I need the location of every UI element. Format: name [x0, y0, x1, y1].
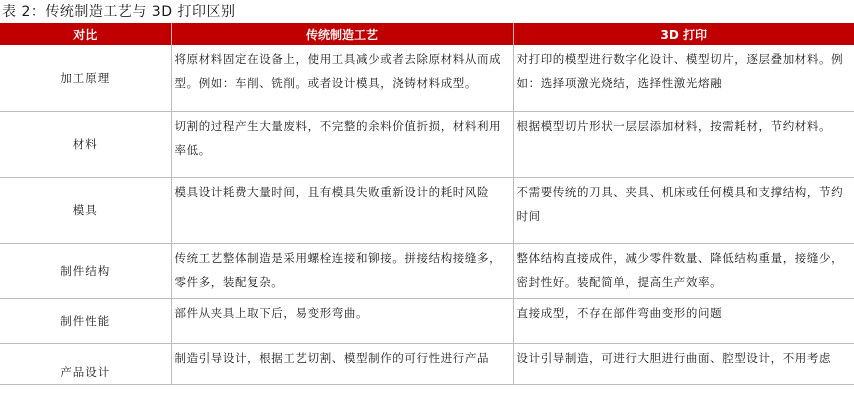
table-header-row [0, 23, 854, 45]
header-comparison: 对比 [0, 23, 171, 45]
row-label: 制件结构 [0, 243, 171, 298]
printing-cell: 根据模型切片形状一层层添加材料，按需耗材，节约材料。 [513, 111, 854, 177]
printing-cell: 设计引导制造，可进行大胆进行曲面、腔型设计，不用考虑 [513, 343, 854, 384]
traditional-cell: 传统工艺整体制造是采用螺栓连接和铆接。拼接结构接缝多，零件多，装配复杂。 [171, 243, 513, 298]
table-caption: 表 2：传统制造工艺与 3D 打印区别 [2, 4, 236, 20]
table-row [0, 243, 854, 298]
table-row [0, 298, 854, 343]
printing-cell: 整体结构直接成件，减少零件数量、降低结构重量，接缝少，密封性好。装配简单，提高生产效率。 [513, 243, 854, 298]
row-label: 加工原理 [0, 45, 171, 111]
row-label: 制件性能 [0, 298, 171, 343]
printing-cell: 直接成型，不存在部件弯曲变形的问题 [513, 298, 854, 343]
row-label: 模具 [0, 177, 171, 243]
traditional-cell: 模具设计耗费大量时间，且有模具失败重新设计的耗时风险 [171, 177, 513, 243]
printing-cell: 不需要传统的刀具、夹具、机床或任何模具和支撑结构，节约时间 [513, 177, 854, 243]
header-3d-printing: 3D 打印 [513, 23, 854, 45]
row-label: 材料 [0, 111, 171, 177]
comparison-table [0, 23, 854, 385]
table-row [0, 45, 854, 111]
table-row [0, 111, 854, 177]
table-row [0, 343, 854, 384]
traditional-cell: 将原材料固定在设备上，使用工具减少或者去除原材料从而成型。例如：车削、铣削。或者设计模具，浇铸材料成型。 [171, 45, 513, 111]
printing-cell: 对打印的模型进行数字化设计、模型切片，逐层叠加材料。例如：选择项激光烧结，选择性激光熔融 [513, 45, 854, 111]
traditional-cell: 部件从夹具上取下后，易变形弯曲。 [171, 298, 513, 343]
row-label: 产品设计 [0, 343, 171, 384]
table-row [0, 177, 854, 243]
traditional-cell: 制造引导设计，根据工艺切割、模型制作的可行性进行产品 [171, 343, 513, 384]
header-traditional: 传统制造工艺 [171, 23, 513, 45]
traditional-cell: 切割的过程产生大量废料，不完整的余料价值折损，材料利用率低。 [171, 111, 513, 177]
